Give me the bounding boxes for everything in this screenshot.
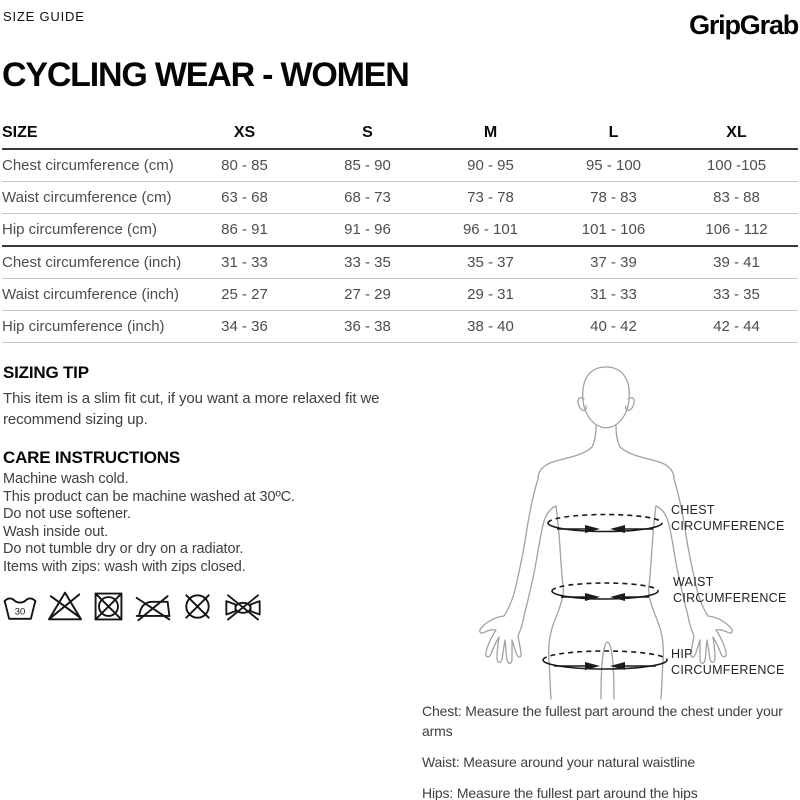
hip-measure-ellipse xyxy=(543,651,667,670)
header-cell: L xyxy=(552,118,675,149)
care-line: Wash inside out. xyxy=(3,523,109,540)
size-value: 27 - 29 xyxy=(306,279,429,311)
chest-label: CHEST CIRCUMFERENCE xyxy=(671,503,785,533)
size-value: 100 -105 xyxy=(675,149,798,182)
size-value: 42 - 44 xyxy=(675,311,798,343)
size-value: 33 - 35 xyxy=(675,279,798,311)
size-value: 96 - 101 xyxy=(429,214,552,247)
size-value: 35 - 37 xyxy=(429,246,552,279)
measure-note: Waist: Measure around your natural waistline xyxy=(422,754,696,770)
do-not-bleach-icon xyxy=(47,590,83,622)
size-value: 31 - 33 xyxy=(552,279,675,311)
size-value: 83 - 88 xyxy=(675,182,798,214)
row-label: Waist circumference (inch) xyxy=(2,279,183,311)
care-line: This product can be machine washed at 30ºC. xyxy=(3,488,295,505)
care-line: Do not use softener. xyxy=(3,506,131,522)
table-row xyxy=(2,279,798,311)
size-value: 40 - 42 xyxy=(552,311,675,343)
size-value: 25 - 27 xyxy=(183,279,306,311)
header-cell: M xyxy=(429,118,552,149)
header-cell: XL xyxy=(675,118,798,149)
row-label: Waist circumference (cm) xyxy=(2,182,183,214)
size-value: 86 - 91 xyxy=(183,214,306,247)
size-value: 90 - 95 xyxy=(429,149,552,182)
measure-notes xyxy=(422,701,800,800)
care-heading: CARE INSTRUCTIONS xyxy=(3,448,180,467)
table-row xyxy=(2,149,798,182)
care-line: Do not tumble dry or dry on a radiator. xyxy=(3,541,244,557)
size-value: 91 - 96 xyxy=(306,214,429,247)
chest-measure-ellipse xyxy=(548,515,662,534)
size-value: 85 - 90 xyxy=(306,149,429,182)
care-symbols-row xyxy=(3,590,263,622)
size-value: 80 - 85 xyxy=(183,149,306,182)
waist-label: WAIST CIRCUMFERENCE xyxy=(673,575,787,605)
row-label: Chest circumference (inch) xyxy=(2,246,183,279)
table-row xyxy=(2,182,798,214)
do-not-wring-icon xyxy=(223,592,263,622)
header-cell: XS xyxy=(183,118,306,149)
size-value: 29 - 31 xyxy=(429,279,552,311)
size-value: 106 - 112 xyxy=(675,214,798,247)
do-not-dry-clean-icon xyxy=(182,591,213,622)
page-title: CYCLING WEAR - WOMEN xyxy=(2,56,409,94)
svg-text:30: 30 xyxy=(14,606,26,618)
size-value: 101 - 106 xyxy=(552,214,675,247)
measure-note: Hips: Measure the fullest part around the hips xyxy=(422,785,698,800)
sizing-tip-heading: SIZING TIP xyxy=(3,363,89,382)
row-label: Chest circumference (cm) xyxy=(2,149,183,182)
hip-label: HIP CIRCUMFERENCE xyxy=(671,647,785,677)
size-value: 36 - 38 xyxy=(306,311,429,343)
care-line: Machine wash cold. xyxy=(3,471,129,487)
do-not-iron-icon xyxy=(134,591,172,622)
table-row xyxy=(2,214,798,247)
size-value: 34 - 36 xyxy=(183,311,306,343)
waist-measure-ellipse xyxy=(552,583,658,601)
size-value: 78 - 83 xyxy=(552,182,675,214)
page-eyebrow: SIZE GUIDE xyxy=(3,9,85,24)
size-value: 33 - 35 xyxy=(306,246,429,279)
table-row xyxy=(2,246,798,279)
table-header-row xyxy=(2,118,798,149)
size-value: 31 - 33 xyxy=(183,246,306,279)
header-cell: S xyxy=(306,118,429,149)
care-instruction-lines xyxy=(3,471,295,576)
size-value: 68 - 73 xyxy=(306,182,429,214)
do-not-tumble-dry-icon xyxy=(93,591,124,622)
sizing-tip-text: This item is a slim fit cut, if you want a more relaxed fit we recommend sizing up. xyxy=(3,390,380,428)
size-value: 37 - 39 xyxy=(552,246,675,279)
machine-wash-30-icon xyxy=(3,593,37,622)
brand-logo: GripGrab xyxy=(689,10,798,40)
size-value: 63 - 68 xyxy=(183,182,306,214)
row-label: Hip circumference (cm) xyxy=(2,214,183,247)
size-value: 73 - 78 xyxy=(429,182,552,214)
measure-note: Chest: Measure the fullest part around the chest under your arms xyxy=(422,703,783,739)
row-label: Hip circumference (inch) xyxy=(2,311,183,343)
care-line: Items with zips: wash with zips closed. xyxy=(3,558,246,575)
size-value: 95 - 100 xyxy=(552,149,675,182)
size-value: 39 - 41 xyxy=(675,246,798,279)
size-value: 38 - 40 xyxy=(429,311,552,343)
table-row xyxy=(2,311,798,343)
header-cell: SIZE xyxy=(2,118,183,149)
size-table xyxy=(2,118,798,343)
